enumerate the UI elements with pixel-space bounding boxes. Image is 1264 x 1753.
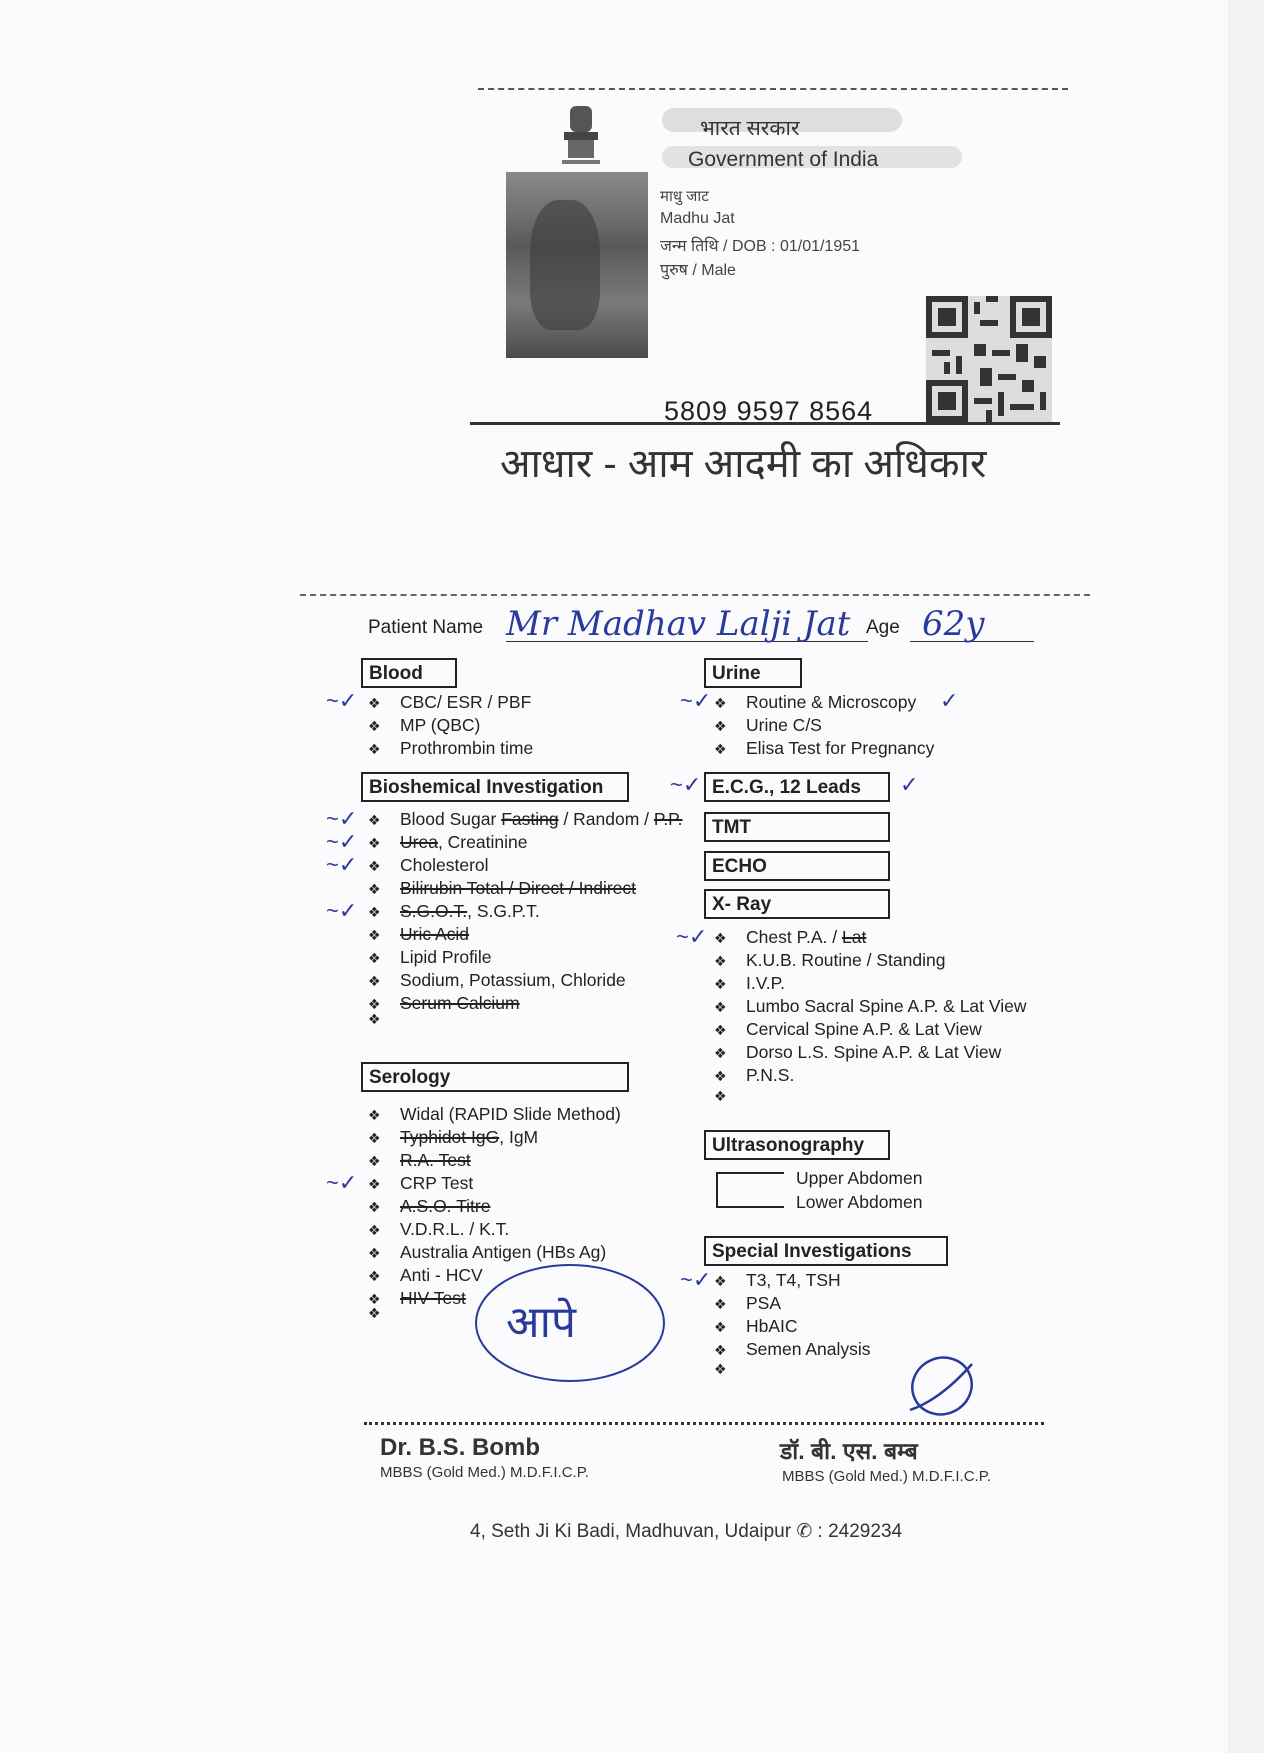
check-mark: ~✓ <box>326 1170 358 1195</box>
check-mark: ~✓ <box>326 806 358 831</box>
aadhaar-number: 5809 9597 8564 <box>664 396 874 426</box>
ultrasonography-item: Lower Abdomen <box>796 1192 923 1212</box>
doctor-name-hindi: डॉ. बी. एस. बम्ब <box>780 1438 918 1464</box>
holder-name-hindi: माधु जाट <box>660 188 709 205</box>
urine-item: ❖ Elisa Test for Pregnancy <box>714 738 935 758</box>
holder-name: Madhu Jat <box>660 210 735 227</box>
check-mark: ~✓ <box>676 924 708 949</box>
serology-item: ❖ CRP Test <box>368 1173 474 1193</box>
ecg-heading: E.C.G., 12 Leads <box>704 772 890 802</box>
check-mark: ~✓ <box>326 852 358 877</box>
handwritten-note-text: आपे <box>506 1297 576 1348</box>
patient-name-handwritten: Mr Madhav Lalji Jat <box>506 604 851 644</box>
check-mark: ~✓ <box>680 1267 712 1292</box>
gov-english: Government of India <box>688 148 879 171</box>
serology-item: ❖ HIV Test <box>368 1288 466 1308</box>
xray-heading: X- Ray <box>704 889 890 919</box>
serology-item: ❖ Typhidot IgG, IgM <box>368 1127 539 1147</box>
blood-item: ❖ Prothrombin time <box>368 738 534 758</box>
check-mark: ~✓ <box>326 688 358 713</box>
card-divider <box>470 422 1060 425</box>
xray-item: ❖ P.N.S. <box>714 1065 795 1085</box>
card-cut-line <box>478 88 1068 90</box>
serology-item: ❖ V.D.R.L. / K.T. <box>368 1219 510 1239</box>
urine-heading: Urine <box>704 658 802 688</box>
biochem-item: ❖ Bilirubin Total / Direct / Indirect <box>368 878 637 898</box>
serology-item: ❖ Anti - HCV <box>368 1265 483 1285</box>
blood-item: ❖ MP (QBC) <box>368 715 481 735</box>
special-item: ❖ PSA <box>714 1293 782 1313</box>
blood-heading: Blood <box>361 658 457 688</box>
biochem-heading: Bioshemical Investigation <box>361 772 629 802</box>
xray-item: ❖ I.V.P. <box>714 973 785 993</box>
check-mark: ~✓ <box>326 829 358 854</box>
serology-heading: Serology <box>361 1062 629 1092</box>
footer-divider <box>364 1422 1044 1425</box>
serology-item: ❖ Widal (RAPID Slide Method) <box>368 1104 621 1124</box>
aadhaar-tagline: आधार - आम आदमी का अधिकार <box>500 442 987 486</box>
serology-item: ❖ R.A. Test <box>368 1150 471 1170</box>
serology-item: ❖ A.S.O. Titre <box>368 1196 491 1216</box>
emblem-icon <box>556 102 606 168</box>
check-mark: ~✓ <box>680 688 712 713</box>
ultrasonography-heading: Ultrasonography <box>704 1130 890 1160</box>
ultrasonography-bracket <box>716 1172 784 1208</box>
check-mark: ~✓ <box>670 772 702 797</box>
check-mark: ✓ <box>900 772 919 797</box>
biochem-item: ❖ Sodium, Potassium, Chloride <box>368 970 626 990</box>
slip-cut-line <box>300 594 1090 596</box>
doctor-qualification-hindi: MBBS (Gold Med.) M.D.F.I.C.P. <box>782 1468 991 1485</box>
xray-item: ❖ Lumbo Sacral Spine A.P. & Lat View <box>714 996 1027 1016</box>
age-handwritten: 62y <box>922 604 985 644</box>
signature-mark <box>900 1352 980 1424</box>
biochem-blank-bullet: ❖ <box>368 1011 381 1027</box>
urine-item: ❖ Urine C/S <box>714 715 822 735</box>
check-mark: ✓ <box>940 688 959 713</box>
blood-item: ❖ CBC/ ESR / PBF <box>368 692 532 712</box>
biochem-item: ❖ Urea, Creatinine <box>368 832 528 852</box>
patient-name-label: Patient Name <box>368 617 484 638</box>
biochem-item: ❖ Serum Calcium <box>368 993 520 1013</box>
special-item: ❖ HbAIC <box>714 1316 798 1336</box>
tmt-heading: TMT <box>704 812 890 842</box>
xray-item: ❖ Dorso L.S. Spine A.P. & Lat View <box>714 1042 1002 1062</box>
doctor-qualification-english: MBBS (Gold Med.) M.D.F.I.C.P. <box>380 1464 589 1481</box>
biochem-item: ❖ Blood Sugar Fasting / Random / P.P. <box>368 809 683 829</box>
echo-heading: ECHO <box>704 851 890 881</box>
ultrasonography-item: Upper Abdomen <box>796 1168 923 1188</box>
holder-gender: पुरुष / Male <box>660 262 736 279</box>
urine-item: ❖ Routine & Microscopy <box>714 692 917 712</box>
serology-item: ❖ Australia Antigen (HBs Ag) <box>368 1242 607 1262</box>
biochem-item: ❖ S.G.O.T., S.G.P.T. <box>368 901 540 921</box>
xray-item: ❖ K.U.B. Routine / Standing <box>714 950 946 970</box>
xray-blank-bullet: ❖ <box>714 1088 727 1104</box>
doctor-name-english: Dr. B.S. Bomb <box>380 1434 541 1461</box>
clinic-address: 4, Seth Ji Ki Badi, Madhuvan, Udaipur ✆ : 2429234 <box>470 1521 903 1542</box>
biochem-item: ❖ Uric Acid <box>368 924 470 944</box>
gov-hindi: भारत सरकार <box>700 117 800 140</box>
holder-photo-face <box>530 200 600 330</box>
biochem-item: ❖ Lipid Profile <box>368 947 492 967</box>
special-heading: Special Investigations <box>704 1236 948 1266</box>
xray-item: ❖ Chest P.A. / Lat <box>714 927 867 947</box>
age-label: Age <box>866 617 900 638</box>
check-mark: ~✓ <box>326 898 358 923</box>
special-item: ❖ T3, T4, TSH <box>714 1270 841 1290</box>
special-blank-bullet: ❖ <box>714 1361 727 1377</box>
scan-edge <box>1228 0 1264 1753</box>
xray-item: ❖ Cervical Spine A.P. & Lat View <box>714 1019 982 1039</box>
serology-blank-bullet: ❖ <box>368 1305 381 1321</box>
qr-code-icon <box>926 296 1052 422</box>
special-item: ❖ Semen Analysis <box>714 1339 871 1359</box>
holder-dob: जन्म तिथि / DOB : 01/01/1951 <box>660 238 861 255</box>
biochem-item: ❖ Cholesterol <box>368 855 489 875</box>
